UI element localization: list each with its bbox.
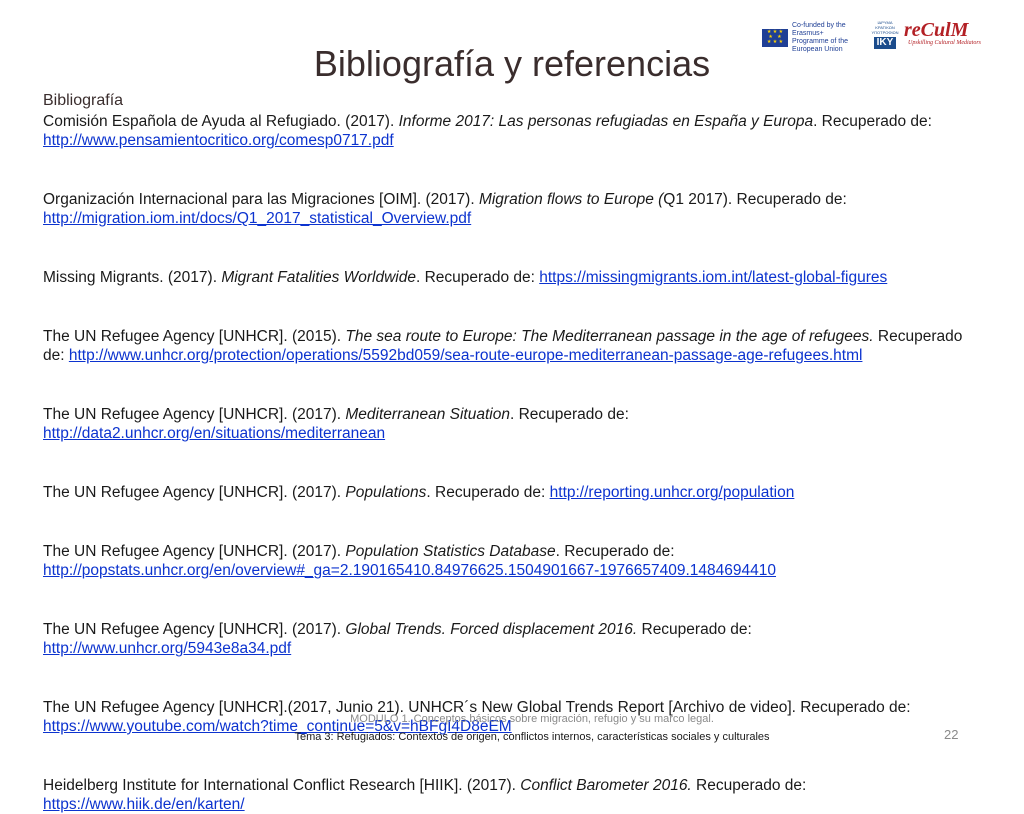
reference-text: . Recuperado de: <box>416 269 540 286</box>
reference-item <box>43 483 973 502</box>
reference-title: Global Trends. Forced displacement 2016. <box>345 621 638 638</box>
reference-text: . Recuperado de: <box>426 484 550 501</box>
reference-text: The UN Refugee Agency [UNHCR]. (2015). <box>43 328 346 345</box>
reference-title: Populations <box>345 484 427 501</box>
reference-title: Population Statistics Database <box>345 543 556 560</box>
reference-text: Missing Migrants. (2017). <box>43 269 222 286</box>
reference-link[interactable]: https://www.hiik.de/en/karten/ <box>43 796 245 813</box>
reference-title: Migrant Fatalities Worldwide <box>221 269 416 286</box>
reference-item <box>43 268 973 287</box>
slide-title: Bibliografía y referencias <box>313 43 711 84</box>
reference-link[interactable]: https://missingmigrants.iom.int/latest-global-figures <box>539 269 888 286</box>
reference-title: Informe 2017: Las personas refugiadas en España y Europa <box>398 113 814 130</box>
reference-text: Heidelberg Institute for International Conflict Research [HIIK]. (2017). <box>43 777 521 794</box>
reference-text: Recuperado de: <box>637 621 752 638</box>
reference-link[interactable]: http://data2.unhcr.org/en/situations/mediterranean <box>43 425 386 442</box>
reference-text: The UN Refugee Agency [UNHCR].(2017, Junio 21). UNHCR´s New Global Trends Report [Archivo de video]. Recuperado de: <box>43 699 911 716</box>
reculm-logo-subtitle: Upskilling Cultural Mediators <box>908 40 982 46</box>
reference-item <box>43 327 973 365</box>
reference-title: Mediterranean Situation <box>345 406 510 423</box>
iky-logo-label: IKY <box>874 37 897 49</box>
reference-text: Q1 2017). Recuperado de: <box>663 191 847 208</box>
iky-logo-caption: ΙΔΡΥΜΑ ΚΡΑΤΙΚΩΝ ΥΠΟΤΡΟΦΙΩΝ <box>871 20 899 35</box>
reference-link[interactable]: http://popstats.unhcr.org/en/overview#_ga=2.190165410.84976625.1504901667-1976657409.1484694410 <box>43 562 777 579</box>
reference-text: The UN Refugee Agency [UNHCR]. (2017). <box>43 621 346 638</box>
reference-item <box>43 405 973 443</box>
reference-text: The UN Refugee Agency [UNHCR]. (2017). <box>43 543 346 560</box>
reference-item <box>43 620 973 658</box>
reference-text: Recuperado de: <box>691 777 807 794</box>
reference-text: The UN Refugee Agency [UNHCR]. (2017). <box>43 484 346 501</box>
reference-item <box>43 542 973 580</box>
reference-text: . Recuperado de: <box>813 113 932 130</box>
reference-link[interactable]: http://www.unhcr.org/protection/operations/5592bd059/sea-route-europe-mediterranean-passage-age-refugees.html <box>68 347 863 364</box>
footer-module: MODULO 1. Conceptos básicos sobre migración, refugio y su marco legal. <box>350 713 714 725</box>
erasmus-logo-text: Co-funded by the Erasmus+ Programme of the European Union <box>792 22 849 53</box>
reference-text: . Recuperado de: <box>509 406 629 423</box>
page-number: 22 <box>944 727 959 742</box>
reference-item <box>43 112 973 150</box>
reference-item <box>43 190 973 228</box>
reference-link[interactable]: https://www.youtube.com/watch?time_continue=5&v=hBFgI4D8eEM <box>43 718 512 735</box>
footer-topic: Tema 3: Refugiados: Contextos de origen, conflictos internos, características sociales y culturales <box>294 731 770 743</box>
section-heading: Bibliografía <box>43 92 124 109</box>
reference-list <box>43 112 973 814</box>
reference-text: The UN Refugee Agency [UNHCR]. (2017). <box>43 406 346 423</box>
eu-flag-icon: ★ ★ ★ ★ ★ ★ ★ ★ <box>762 29 788 47</box>
reference-text: Recuperado de: <box>43 328 963 364</box>
reference-title: Migration flows to Europe ( <box>478 191 664 208</box>
reference-link[interactable]: http://reporting.unhcr.org/population <box>549 484 795 501</box>
reference-title: The sea route to Europe: The Mediterranean passage in the age of refugees. <box>345 328 874 345</box>
reference-link[interactable]: http://www.unhcr.org/5943e8a34.pdf <box>43 640 292 657</box>
reference-link[interactable]: http://www.pensamientocritico.org/comesp0717.pdf <box>43 132 394 149</box>
reference-link[interactable]: http://migration.iom.int/docs/Q1_2017_statistical_Overview.pdf <box>43 210 472 227</box>
reference-text: . Recuperado de: <box>555 543 675 560</box>
reference-item <box>43 776 973 814</box>
reference-text: Comisión Española de Ayuda al Refugiado. (2017). <box>43 113 399 130</box>
reference-title: Conflict Barometer 2016. <box>520 777 692 794</box>
reculm-logo-label: reCulM <box>904 19 969 41</box>
reference-text: Organización Internacional para las Migraciones [OIM]. (2017). <box>43 191 479 208</box>
